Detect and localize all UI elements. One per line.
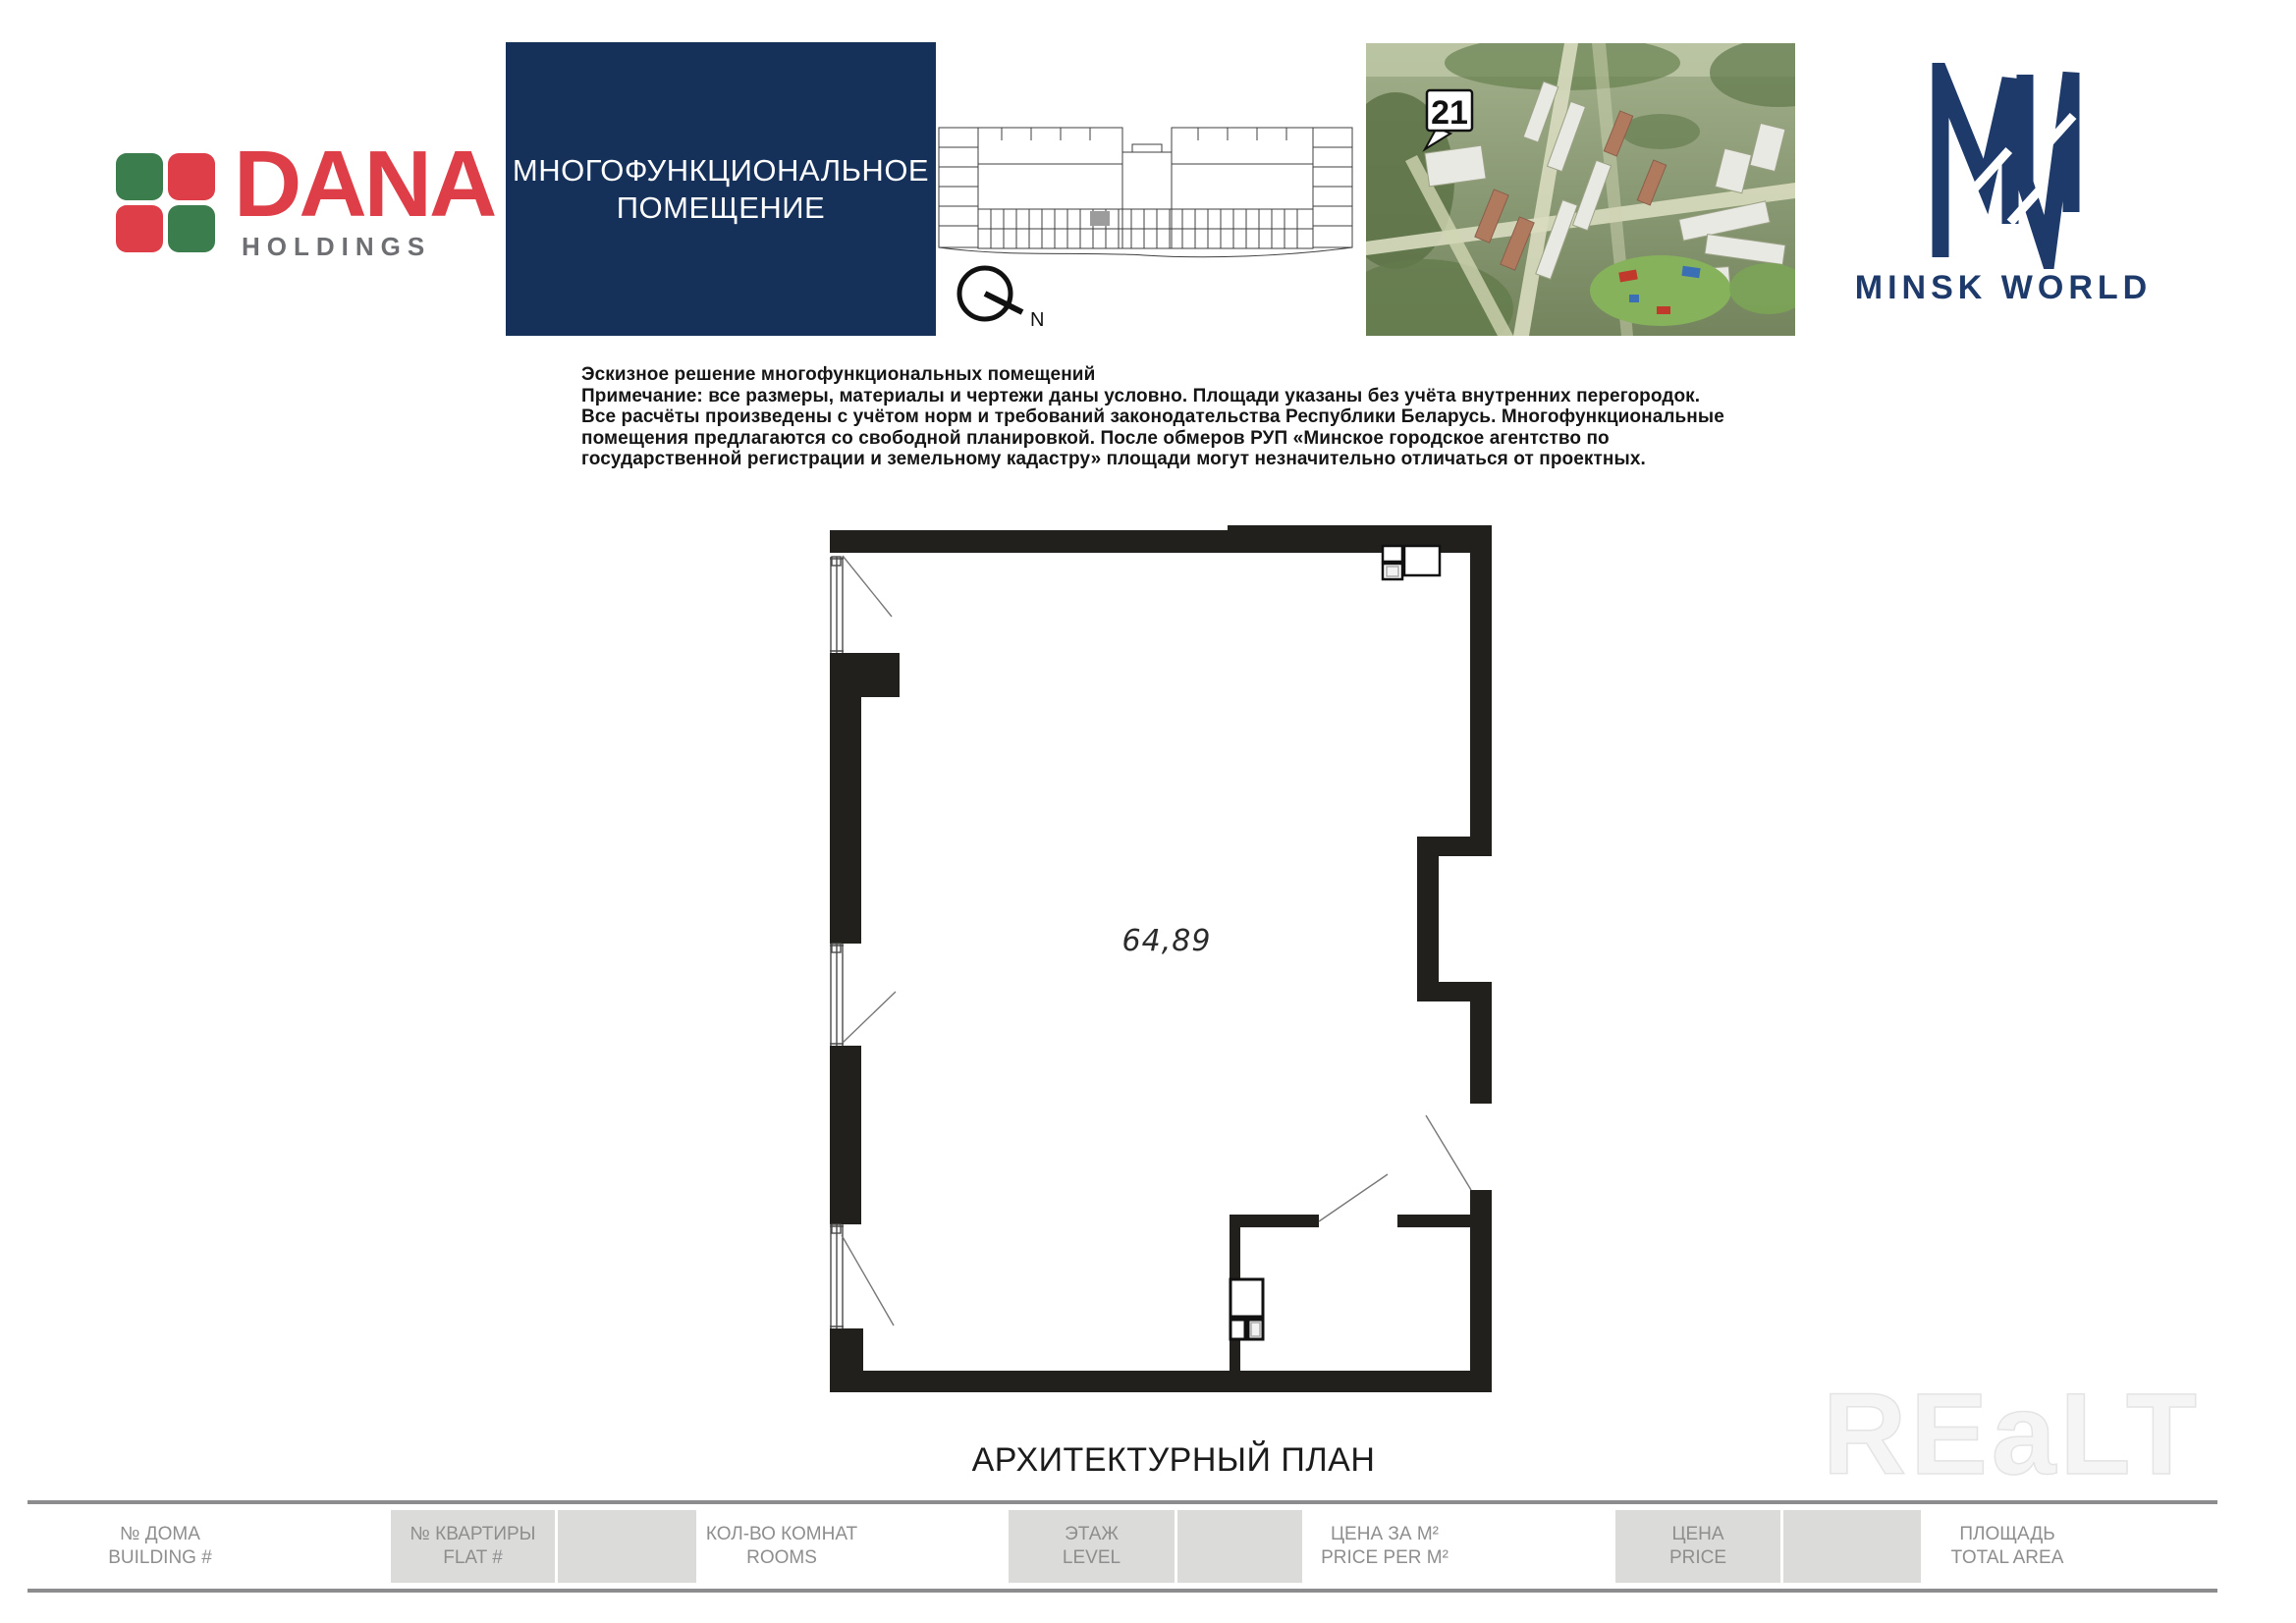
disclaimer-line: Все расчёты произведены с учётом норм и требований законодательства Республики Беларусь. Многофункциональные [581, 406, 1724, 427]
field-label-en: LEVEL [1062, 1547, 1121, 1568]
electrical-panel-symbol [1383, 546, 1440, 579]
field-label-ru: № ДОМА [120, 1524, 200, 1544]
disclaimer-line: государственной регистрации и земельному кадастру» площади могут незначительно отличаться от проектных. [581, 449, 1646, 469]
field-label-ru: ПЛОЩАДЬ [1959, 1524, 2055, 1544]
footer-field-rooms [664, 1510, 900, 1583]
svg-text:21: 21 [1431, 94, 1468, 132]
footer-bottom-rule [27, 1589, 2217, 1593]
field-label-en: PRICE [1668, 1547, 1727, 1568]
disclaimer-line: помещения предлагаются со свободной планировкой. После обмеров РУП «Минское городское агентство по [581, 427, 1610, 449]
footer-field-price [1615, 1510, 1780, 1583]
field-label-ru: КОЛ-ВО КОМНАТ [705, 1524, 858, 1544]
unit-area-label: 64,89 [1121, 924, 1212, 958]
dana-square-red-tr [168, 153, 215, 200]
title-line-2: ПОМЕЩЕНИЕ [616, 189, 826, 225]
dana-square-red-bl [116, 205, 163, 252]
footer-field-price-per-m2 [1267, 1510, 1503, 1583]
dana-square-green-br [168, 205, 215, 252]
floor-plan [825, 518, 1503, 1402]
aerial-render-image [1366, 43, 1795, 336]
footer-field-building-number [42, 1510, 278, 1583]
minsk-world-monogram-icon [1923, 63, 2090, 269]
field-label-ru: ЦЕНА [1671, 1524, 1724, 1544]
field-label-en: TOTAL AREA [1950, 1547, 2064, 1568]
compass-north-label: N [1030, 309, 1045, 329]
building-key-plan [933, 83, 1365, 329]
bathroom-fixtures-symbol [1230, 1279, 1263, 1339]
disclaimer-line: Эскизное решение многофункциональных помещений [581, 364, 1096, 385]
north-compass-icon [959, 268, 1022, 319]
dana-holdings-label: HOLDINGS [242, 232, 432, 261]
title-box [506, 42, 936, 336]
footer-field-total-area [1889, 1510, 2125, 1583]
field-label-ru: ЭТАЖ [1065, 1524, 1119, 1544]
footer-field-level [1009, 1510, 1175, 1583]
field-label-ru: ЦЕНА ЗА М² [1331, 1524, 1439, 1544]
plan-caption: АРХИТЕКТУРНЫЙ ПЛАН [971, 1441, 1376, 1479]
key-plan-unit-highlight [1090, 211, 1110, 226]
dana-wordmark: DANA [234, 132, 495, 237]
field-label-en: BUILDING # [108, 1547, 212, 1568]
realt-watermark: REaLT [1823, 1370, 2201, 1499]
dana-square-green-tl [116, 153, 163, 200]
field-label-en: ROOMS [746, 1547, 817, 1568]
field-label-en: PRICE PER M² [1321, 1547, 1449, 1568]
disclaimer-line: Примечание: все размеры, материалы и чертежи даны условно. Площади указаны без учёта внутренних перегородок. [581, 385, 1701, 406]
footer-field-flat-number [391, 1510, 555, 1583]
footer-top-rule [27, 1500, 2217, 1504]
disclaimer-text [581, 364, 1724, 470]
minsk-world-wordmark: MINSK WORLD [1854, 269, 2153, 306]
field-label-en: FLAT # [443, 1547, 503, 1568]
field-label-ru: № КВАРТИРЫ [410, 1524, 536, 1544]
title-line-1: МНОГОФУНКЦИОНАЛЬНОЕ [512, 152, 930, 188]
dana-holdings-logo [116, 153, 215, 252]
